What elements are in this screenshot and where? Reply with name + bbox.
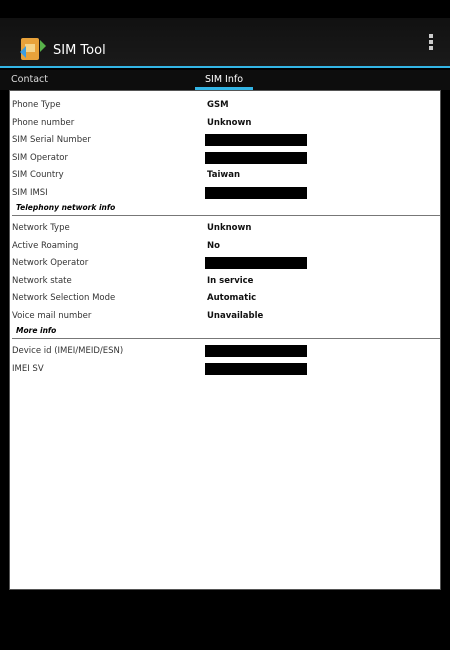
info-label: Network Operator <box>12 258 89 268</box>
info-label: Network state <box>12 275 72 286</box>
info-label: SIM Operator <box>12 152 68 163</box>
info-row <box>12 168 440 182</box>
status-bar <box>0 0 450 18</box>
info-value: GSM <box>207 100 229 110</box>
section-telephony <box>12 203 440 216</box>
info-value: Unavailable <box>207 310 264 321</box>
info-value: Unknown <box>207 223 252 233</box>
info-row <box>12 133 440 147</box>
app-title: SIM Tool <box>53 43 106 58</box>
info-label: Phone Type <box>12 100 61 110</box>
info-row <box>12 362 440 376</box>
info-row <box>12 221 440 235</box>
info-row <box>12 239 440 253</box>
info-label: Active Roaming <box>12 240 79 251</box>
info-label: Network Selection Mode <box>12 293 116 303</box>
info-row <box>12 186 440 200</box>
overflow-menu-icon[interactable] <box>428 34 434 50</box>
sim-card-icon[interactable] <box>18 34 48 64</box>
info-row <box>12 116 440 130</box>
section-more-info <box>12 326 440 339</box>
info-value: Automatic <box>207 293 257 303</box>
info-row <box>12 151 440 165</box>
info-label: Voice mail number <box>12 310 92 321</box>
info-label: SIM Serial Number <box>12 135 91 145</box>
section-title: More info <box>16 326 57 335</box>
info-row <box>12 274 440 288</box>
sim-info-panel <box>9 90 441 590</box>
info-row <box>12 98 440 112</box>
redacted-value <box>205 345 307 357</box>
info-value: Taiwan <box>207 170 240 180</box>
info-label: Device id (IMEI/MEID/ESN) <box>12 346 124 356</box>
info-label: IMEI SV <box>12 363 44 374</box>
info-label: SIM IMSI <box>12 187 48 198</box>
tab-bar <box>0 70 450 90</box>
section-title: Telephony network info <box>16 203 116 212</box>
redacted-value <box>205 363 307 375</box>
info-value: Unknown <box>207 117 252 128</box>
redacted-value <box>205 257 307 269</box>
info-row <box>12 291 440 305</box>
info-row <box>12 309 440 323</box>
action-bar <box>0 18 450 68</box>
info-row <box>12 344 440 358</box>
info-value: No <box>207 240 220 251</box>
redacted-value <box>205 187 307 199</box>
tab-contact[interactable]: Contact <box>11 74 48 85</box>
redacted-value <box>205 152 307 164</box>
redacted-value <box>205 134 307 146</box>
info-label: SIM Country <box>12 170 64 180</box>
info-value: In service <box>207 275 254 286</box>
info-label: Network Type <box>12 223 70 233</box>
info-label: Phone number <box>12 117 75 128</box>
tab-sim-info[interactable]: SIM Info <box>195 70 253 90</box>
info-row <box>12 256 440 270</box>
